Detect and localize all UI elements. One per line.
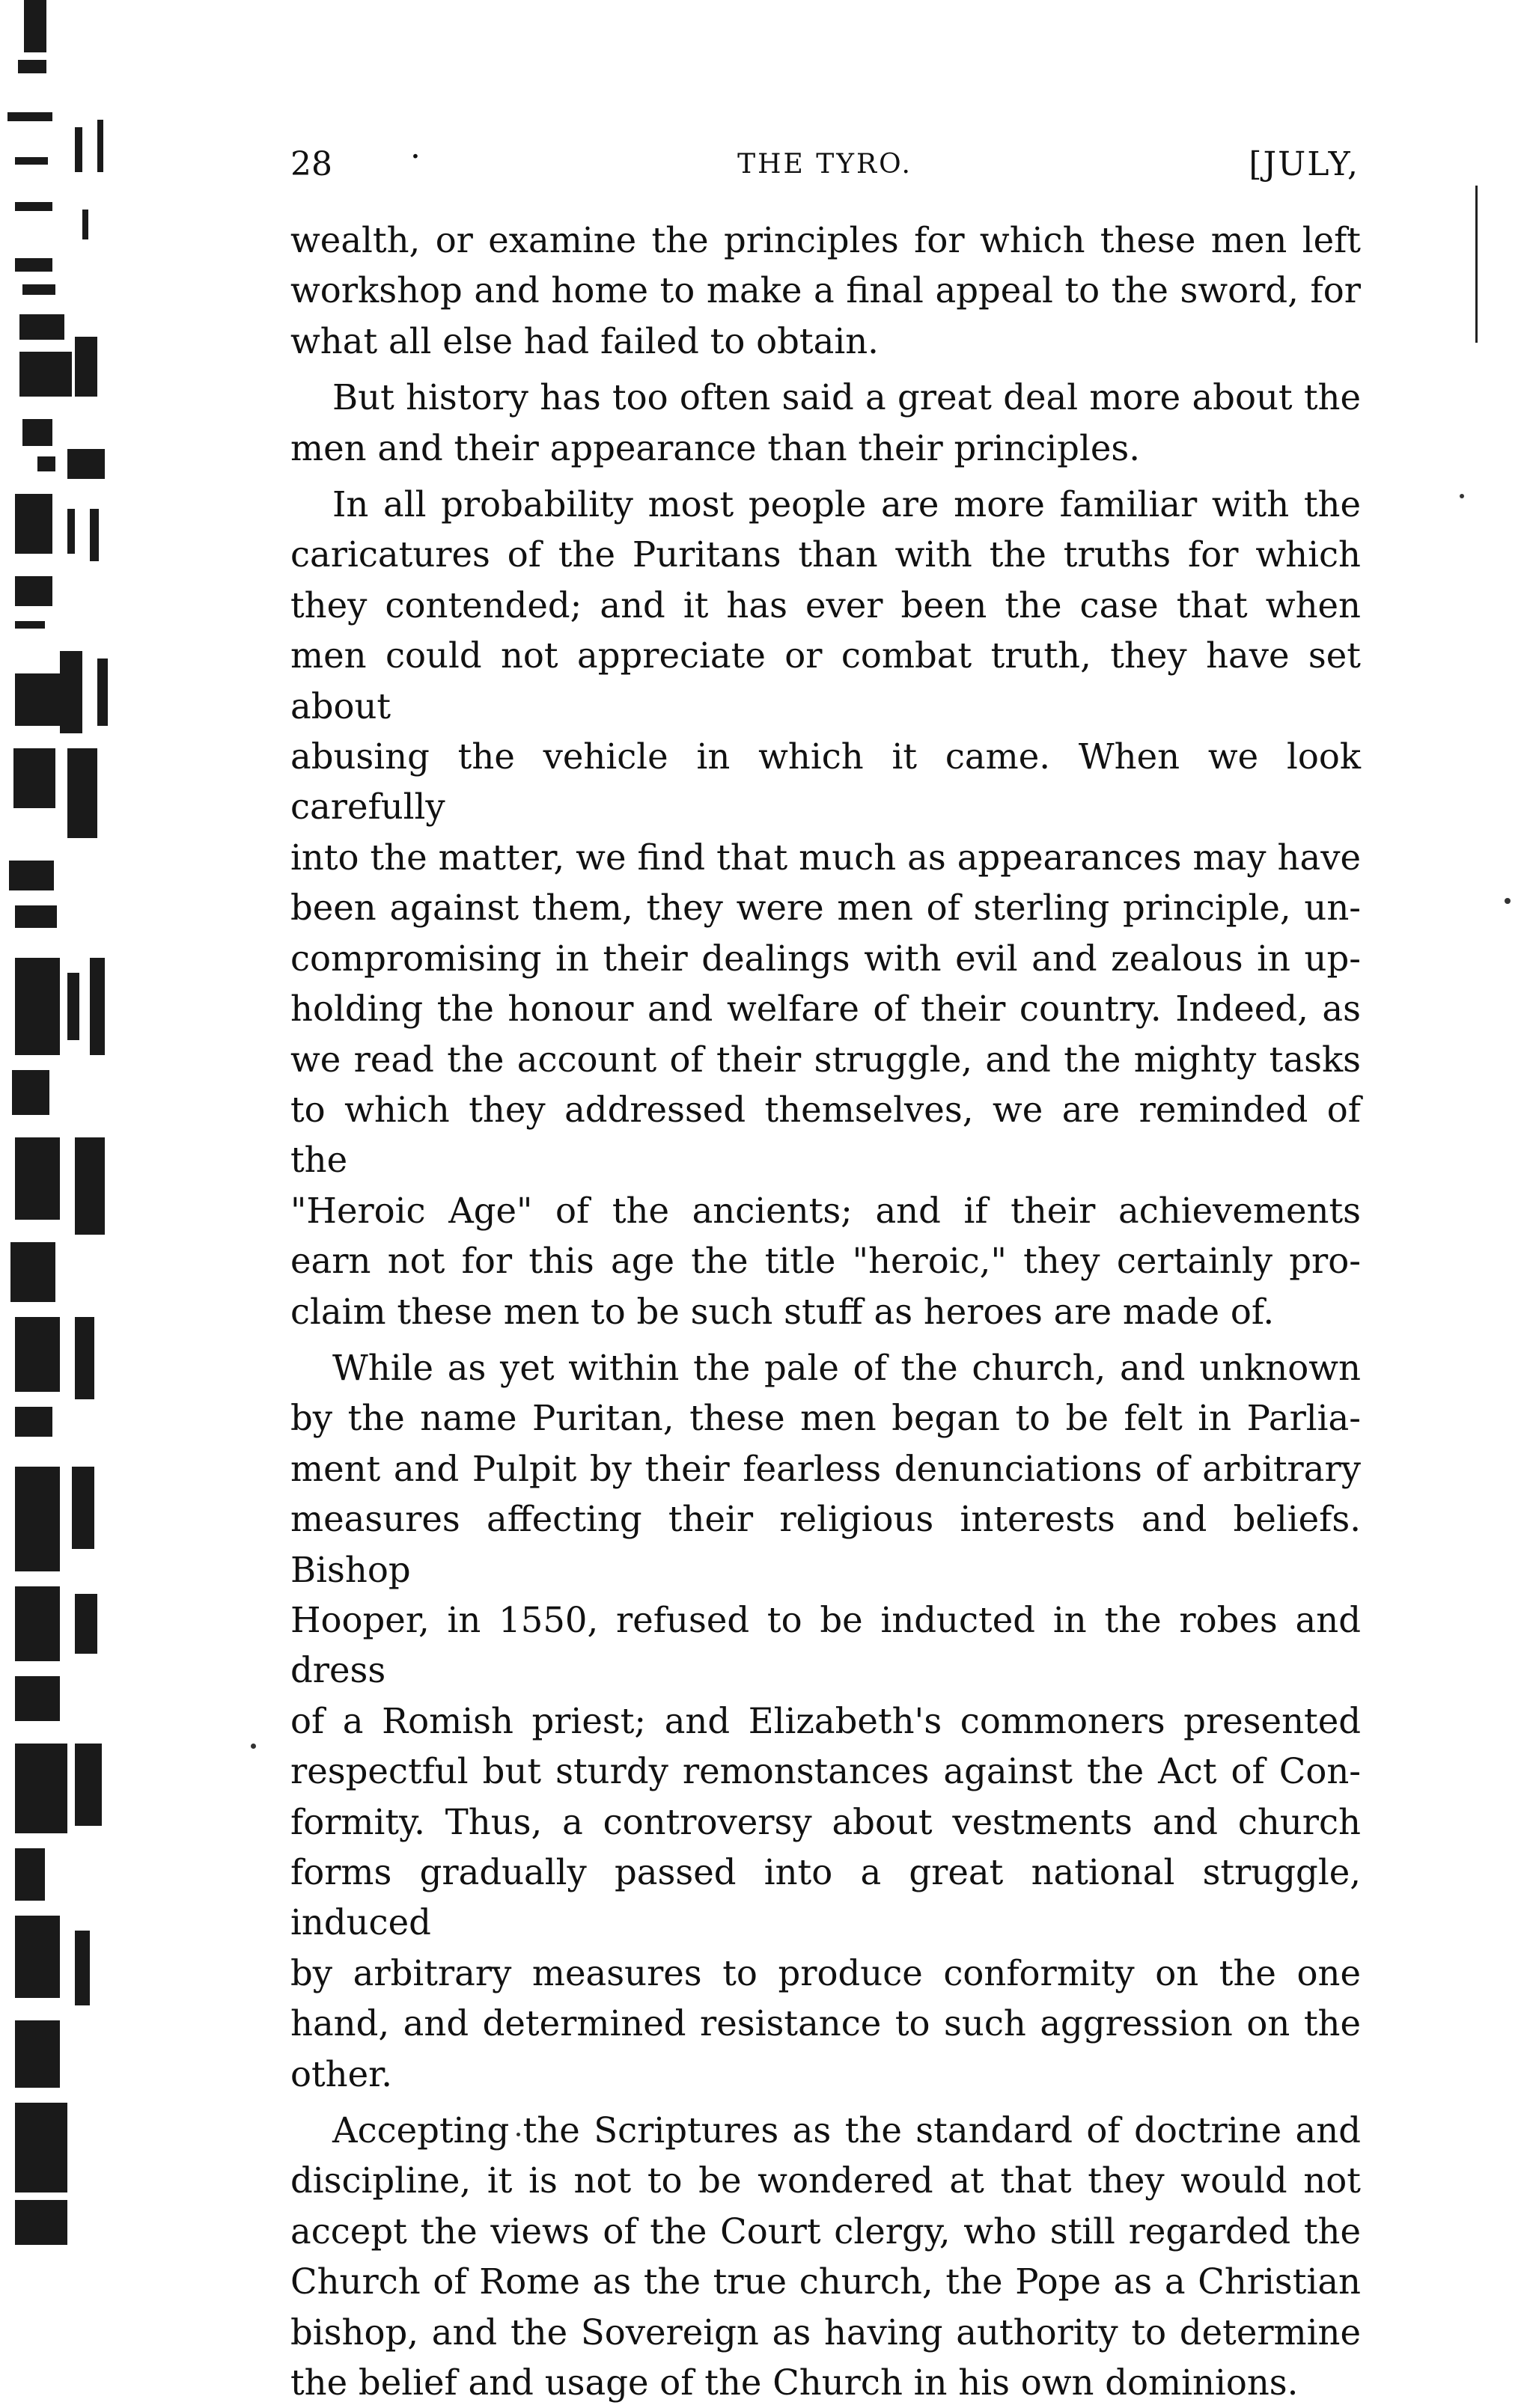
text-line: Hooper, in 1550, refused to be inducted in the robes and dress [290, 1599, 1361, 1691]
journal-title: THE TYRO. [737, 149, 912, 180]
text-line: In all probability most people are more familiar with the [332, 484, 1361, 525]
text-line: "Heroic Age" of the ancients; and if their achievements [290, 1190, 1361, 1231]
text-line: by the name Puritan, these men began to be felt in Parlia- [290, 1398, 1361, 1439]
text-line: of a Romish priest; and Elizabeth's commoners presented [290, 1700, 1361, 1741]
text-line: But history has too often said a great deal more about the [332, 377, 1361, 418]
text-line: wealth, or examine the principles for which these men left [290, 220, 1361, 260]
text-line: earn not for this age the title "heroic," they certainly pro- [290, 1241, 1361, 1282]
text-line: bishop, and the Sovereign as having authority to determine [290, 2311, 1361, 2353]
text-line: the belief and usage of the Church in his own dominions. [290, 2362, 1299, 2404]
text-line: been against them, they were men of sterling principle, un- [290, 887, 1361, 929]
text-line: hand, and determined resistance to such aggression on the [290, 2003, 1361, 2044]
page-number: 28 [290, 145, 332, 183]
text-line: claim these men to be such stuff as heroes are made of. [290, 1291, 1275, 1332]
text-line: ment and Pulpit by their fearless denunciations of arbitrary [290, 1448, 1361, 1489]
text-line: compromising in their dealings with evil and zealous in up- [290, 938, 1361, 979]
speck [1460, 494, 1464, 498]
text-line: forms gradually passed into a great national struggle, induced [290, 1852, 1361, 1943]
speck [251, 1744, 256, 1749]
text-line: caricatures of the Puritans than with the truths for which [290, 534, 1361, 575]
text-line: measures affecting their religious interests and beliefs. Bishop [290, 1499, 1361, 1590]
text-line: workshop and home to make a final appeal to the sword, for [290, 270, 1361, 311]
text-line: men could not appreciate or combat truth, they have set about [290, 635, 1361, 727]
text-line: While as yet within the pale of the church, and unknown [332, 1347, 1361, 1388]
body-text [290, 216, 1361, 2408]
edge-bleed-through [0, 0, 120, 2247]
text-line: what all else had failed to obtain. [290, 320, 879, 361]
text-line: men and their appearance than their principles. [290, 427, 1140, 468]
text-line: discipline, it is not to be wondered at that they would not [290, 2160, 1361, 2201]
text-line: into the matter, we find that much as appearances may have [290, 837, 1361, 878]
text-line: Church of Rome as the true church, the Pope as a Christian [290, 2261, 1361, 2302]
text-line: abusing the vehicle in which it came. When we look carefully [290, 736, 1361, 828]
text-line: respectful but sturdy remonstances against the Act of Con- [290, 1751, 1361, 1792]
text-line: Accepting the Scriptures as the standard of doctrine and [332, 2110, 1361, 2151]
text-line: accept the views of the Court clergy, who still regarded the [290, 2210, 1361, 2252]
speck [1505, 898, 1511, 904]
text-line: by arbitrary measures to produce conformity on the one [290, 1952, 1361, 1993]
margin-rule [1475, 186, 1478, 343]
text-line: they contended; and it has ever been the case that when [290, 584, 1361, 626]
stray-mark: · [410, 138, 421, 176]
issue-date: [JULY, [1249, 145, 1359, 183]
text-line: formity. Thus, a controversy about vestments and church [290, 1801, 1361, 1842]
text-line: holding the honour and welfare of their country. Indeed, as [290, 988, 1361, 1030]
text-line: to which they addressed themselves, we are reminded of the [290, 1089, 1361, 1181]
running-head [290, 138, 1359, 187]
text-line: we read the account of their struggle, and the mighty tasks [290, 1039, 1361, 1080]
text-line: other. [290, 2053, 393, 2094]
